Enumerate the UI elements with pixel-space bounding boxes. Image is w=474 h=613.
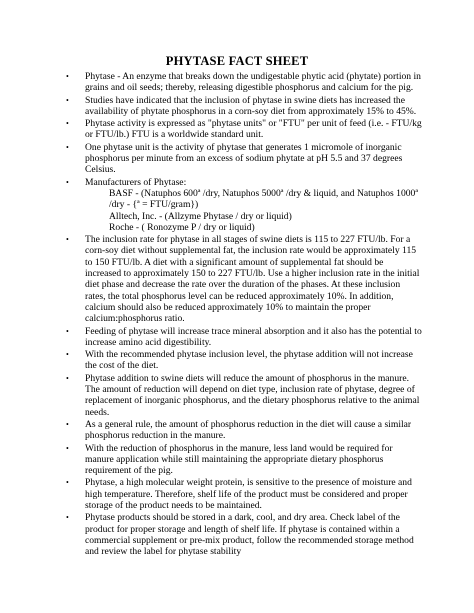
fact-item [62,95,422,118]
fact-item [62,71,422,94]
fact-item [62,118,422,141]
manufacturer-list [85,188,422,233]
fact-item [62,373,422,418]
fact-text: With the recommended phytase inclusion level, the phytase addition will not increase the cost of the diet. [85,349,413,372]
bullet-icon: • [66,350,69,360]
fact-text: As a general rule, the amount of phosphorus reduction in the diet will cause a similar phosphorus reduction in the manure. [85,418,412,442]
fact-text: Phytase products should be stored in a dark, cool, and dry area. Check label of the product for proper storage and length of shelf life. If phytase is contained within a commercial supplement or pre-mix product, follow the recommended storage method and review the label for phytase stability [85,512,414,558]
manufacturers-item [62,177,422,233]
bullet-icon: • [66,326,69,336]
fact-item [62,512,422,557]
bullet-icon: • [66,72,69,81]
fact-text: Phytase, a high molecular weight protein, is sensitive to the presence of moisture and high temperature. Therefore, shelf life of the product must be considered and proper storage of the product needs to be maintained. [85,477,412,511]
bullet-icon: • [66,177,69,187]
fact-text: One phytase unit is the activity of phytase that generates 1 micromole of inorganic phosphorus per minute from an excess of sodium phytate at pH 5.5 and 37 degrees Celsius. [85,141,403,176]
fact-text: Feeding of phytase will increase trace mineral absorption and it also has the potential to increase amino acid digestibility. [85,325,422,348]
manufacturer-line: Roche - ( Ronozyme P / dry or liquid) [109,221,255,233]
bullet-icon: • [66,419,69,429]
fact-item [62,349,422,372]
bullet-icon: • [66,513,69,523]
fact-item [62,234,422,324]
bullet-icon: • [66,119,69,129]
fact-item [62,326,422,349]
bullet-icon: • [66,443,69,453]
fact-item [62,419,422,442]
manufacturer-line: Alltech, Inc. - (Allzyme Phytase / dry or liquid) [109,210,292,222]
document-title: PHYTASE FACT SHEET [165,54,309,68]
fact-item [62,443,422,477]
fact-item [62,142,422,176]
bullet-icon: • [66,235,69,245]
fact-text: Phytase activity is expressed as "phytase units" or "FTU" per unit of feed (i.e. - FTU/kg or FTU/lb.) FTU is a worldwide standard unit. [85,118,422,141]
fact-text: Phytase addition to swine diets will reduce the amount of phosphorus in the manure. The amount of reduction will depend on diet type, inclusion rate of phytase, degree of replacement of inorganic phosphorus, and the dietary phosphorus relative to the animal needs. [85,372,420,418]
fact-item [62,477,422,511]
bullet-icon: • [66,95,69,105]
bullet-icon: • [66,478,69,488]
fact-text: Studies have indicated that the inclusion of phytase in swine diets has increased the availability of phytate phosphorus in a corn-soy diet from approximately 15% to 45%. [85,94,417,117]
fact-text: Phytase - An enzyme that breaks down the undigestable phytic acid (phytate) portion in grains and oil seeds; thereby, releasing digestible phosphorus and calcium for the pig. [85,71,421,94]
manufacturer-line: BASF - (Natuphos 600ª /dry, Natuphos 5000ª /dry & liquid, and Natuphos 1000ª /dry - {ª = FTU/gram}) [109,187,418,211]
fact-text: The inclusion rate for phytase in all stages of swine diets is 115 to 227 FTU/lb. For a corn-soy diet without supplemental fat, the inclusion rate would be approximately 115 to 150 FTU/lb. A diet with a significant amount of supplemental fat should be increased to approximately 150 to 227 FTU/lb. Use a higher inclusion rate in the initial diet phase and decrease the rate over the duration of the phases. At these inclusion rates, the total phosphorus level can be reduced approximately 10%. In addition, calcium should also be reduced approximately 10% to maintain the proper calcium:phosphorus ratio. [85,234,420,325]
fact-text: With the reduction of phosphorus in the manure, less land would be required for manure application while still maintaining the appropriate dietary phosphorus requirement of the pig. [85,442,393,477]
bullet-icon: • [66,373,69,383]
bullet-icon: • [66,142,69,152]
manufacturers-heading: Manufacturers of Phytase: [85,176,187,188]
fact-list [62,71,422,558]
